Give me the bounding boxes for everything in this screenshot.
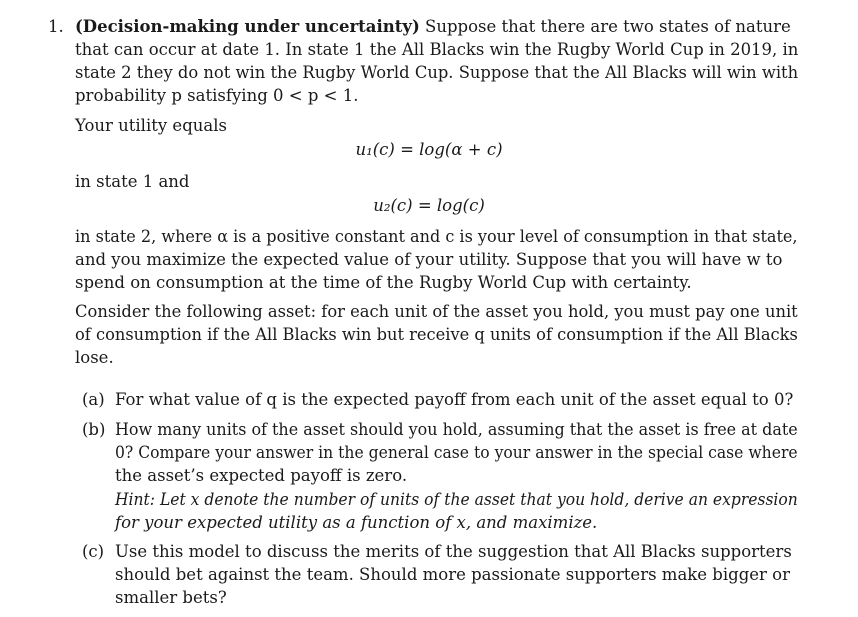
asset-line-2: of consumption if the All Blacks win but receive q units of consumption if the All Blacks (75, 325, 798, 344)
equation-state-2: u₂(c) = log(c) (373, 196, 485, 215)
equation-state-1: u₁(c) = log(α + c) (355, 140, 503, 159)
state-1-text: in state 1 and (75, 172, 190, 191)
part-b-line-2: 0? Compare your answer in the general case to your answer in the special case where (115, 443, 798, 462)
problem-title: (Decision-making under uncertainty) (75, 17, 420, 36)
part-b-line-1: How many units of the asset should you hold, assuming that the asset is free at date (115, 420, 798, 439)
part-c-label: (c) (82, 542, 105, 561)
state-2-line-1: in state 2, where α is a positive constant and c is your level of consumption in that state, (75, 227, 798, 246)
utility-intro: Your utility equals (75, 116, 227, 135)
asset-line-3: lose. (75, 348, 114, 367)
part-c-line-2: should bet against the team. Should more passionate supporters make bigger or (115, 565, 790, 584)
intro-line-1: Suppose that there are two states of nature (419, 17, 791, 36)
asset-line-1: Consider the following asset: for each unit of the asset you hold, you must pay one unit (75, 302, 798, 321)
state-2-line-2: and you maximize the expected value of your utility. Suppose that you will have w to (75, 250, 783, 269)
intro-line-3: state 2 they do not win the Rugby World Cup. Suppose that the All Blacks will win with (75, 63, 799, 82)
part-a-label: (a) (82, 390, 105, 409)
part-c-line-3: smaller bets? (115, 588, 227, 607)
part-b-hint-line-1: Hint: Let x denote the number of units of the asset that you hold, derive an expression (115, 490, 798, 509)
intro-first-line (75, 16, 791, 38)
part-c-line-1: Use this model to discuss the merits of the suggestion that All Blacks supporters (115, 542, 792, 561)
part-b-hint-line-2: for your expected utility as a function of x, and maximize. (115, 513, 598, 532)
intro-line-2: that can occur at date 1. In state 1 the All Blacks win the Rugby World Cup in 2019, in (75, 40, 799, 59)
part-b-line-3: the asset’s expected payoff is zero. (115, 466, 408, 485)
state-2-line-3: spend on consumption at the time of the Rugby World Cup with certainty. (75, 273, 692, 292)
part-a-line-1: For what value of q is the expected payoff from each unit of the asset equal to 0? (115, 390, 794, 409)
part-b-label: (b) (82, 420, 106, 439)
problem-number: 1. (48, 17, 64, 36)
intro-line-4: probability p satisfying 0 < p < 1. (75, 86, 359, 105)
